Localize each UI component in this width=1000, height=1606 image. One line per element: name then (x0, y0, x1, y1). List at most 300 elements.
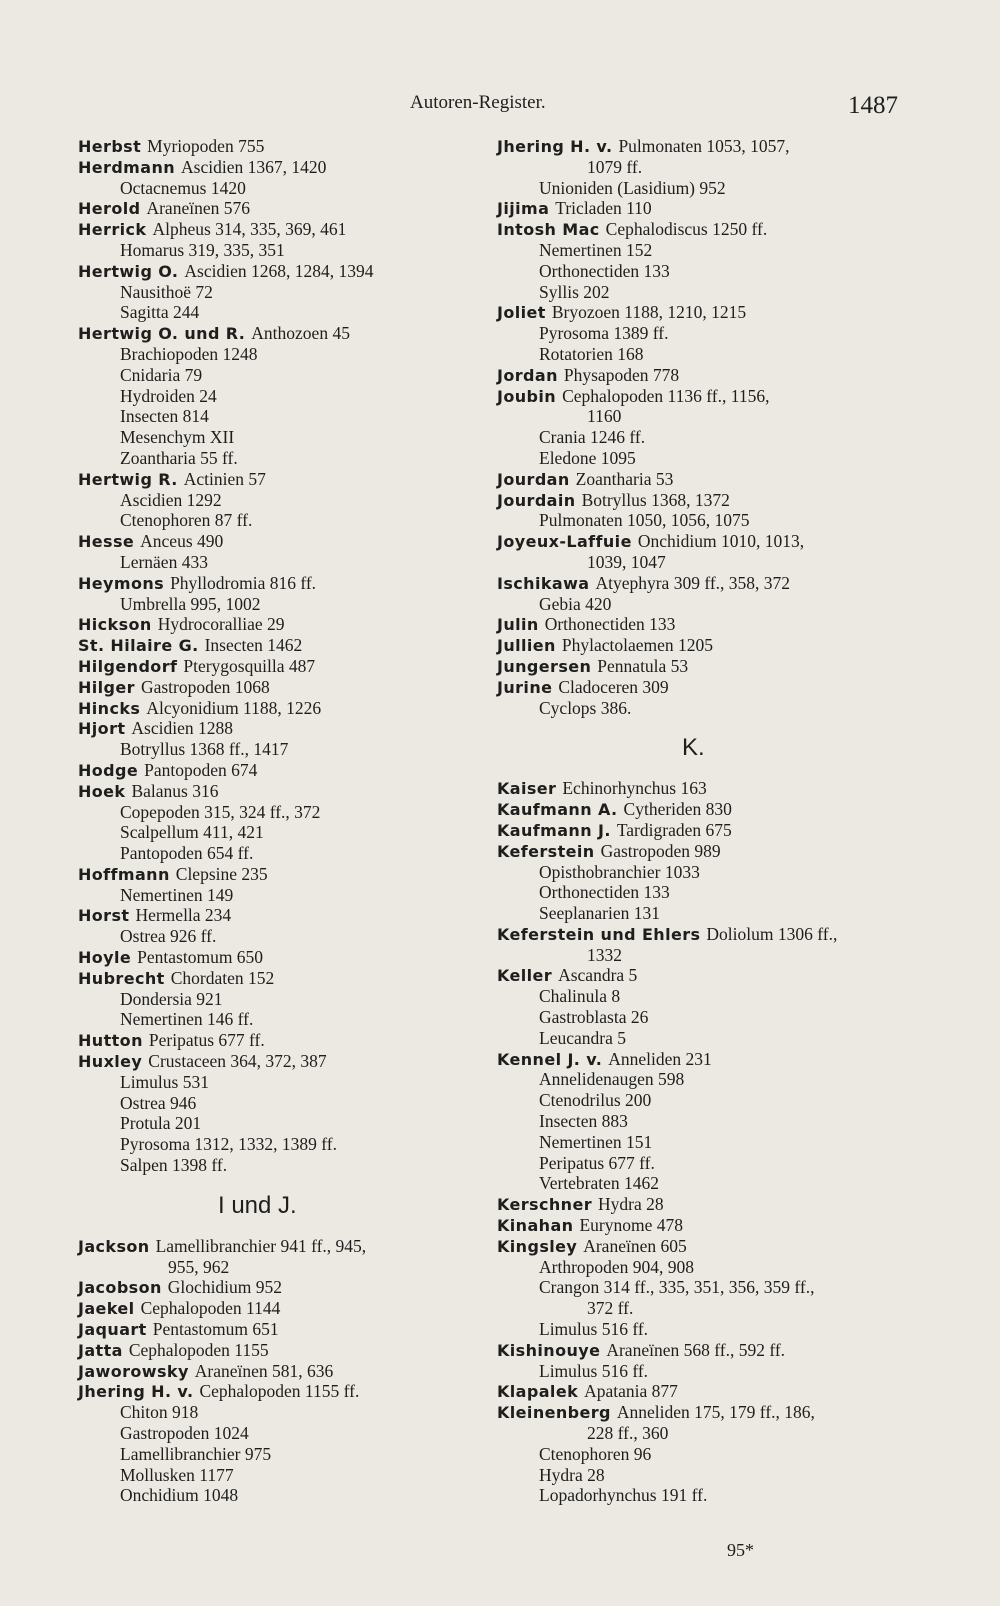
entry-first-line (497, 1194, 897, 1215)
entry-first-line (78, 1319, 478, 1340)
subject-reference: Lamellibranchier 975 (120, 1443, 272, 1464)
subject-reference: Opisthobranchier 1033 (539, 861, 700, 882)
index-entry (497, 799, 897, 820)
index-entry (78, 157, 478, 199)
entry-first-line (497, 799, 897, 820)
entry-first-line (497, 677, 897, 698)
entry-first-line (497, 1049, 897, 1070)
entry-first-line (78, 1340, 478, 1361)
author-name: Kaiser (497, 779, 557, 799)
subject-reference: Pantopoden 654 ff. (120, 843, 254, 864)
subject-reference: Annelidenaugen 598 (539, 1069, 685, 1090)
index-entry (78, 219, 478, 261)
author-name: Hincks (78, 698, 141, 718)
author-name: Hertwig R. (78, 469, 178, 489)
subject-reference: Hydrocoralliae 29 (157, 614, 285, 635)
subject-reference: Limulus 516 ff. (539, 1360, 649, 1381)
index-entry (78, 469, 478, 531)
subject-reference: Alcyonidium 1188, 1226 (146, 697, 322, 718)
subject-reference: Crustaceen 364, 372, 387 (148, 1051, 327, 1072)
author-name: Hoyle (78, 948, 132, 968)
entry-first-line (78, 198, 478, 219)
subject-reference: Pennatula 53 (597, 655, 689, 676)
index-entry (78, 1277, 478, 1298)
author-name: Jaquart (78, 1320, 147, 1340)
author-name: Hoek (78, 781, 126, 801)
author-name: Jaworowsky (78, 1361, 189, 1381)
subject-reference: Hydra 28 (598, 1194, 664, 1215)
subject-reference: Orthonectiden 133 (544, 614, 676, 635)
index-entry (497, 469, 897, 490)
author-name: Keferstein und Ehlers (497, 924, 701, 944)
entry-first-line (78, 1030, 478, 1051)
index-entry (78, 905, 478, 947)
author-name: Jungersen (497, 656, 592, 676)
index-entry (497, 1340, 897, 1382)
subject-reference: Cytheriden 830 (623, 799, 732, 820)
entry-first-line (497, 1381, 897, 1402)
entry-first-line (497, 635, 897, 656)
subject-reference: Botryllus 1368, 1372 (581, 489, 730, 510)
entry-first-line (497, 820, 897, 841)
subject-reference: Araneïnen 581, 636 (194, 1360, 334, 1381)
author-name: Keferstein (497, 841, 595, 861)
index-entry (497, 573, 897, 615)
entry-first-line (497, 386, 897, 407)
author-name: Hickson (78, 615, 152, 635)
entry-first-line (78, 968, 478, 989)
subject-reference: Crania 1246 ff. (539, 427, 646, 448)
entry-first-line (78, 718, 478, 739)
subject-reference: Insecten 883 (539, 1111, 628, 1132)
author-name: Herold (78, 199, 141, 219)
entry-first-line (497, 490, 897, 511)
author-name: Jacobson (78, 1278, 162, 1298)
subject-reference: Dondersia 921 (120, 988, 223, 1009)
subject-reference: Glochidium 952 (167, 1277, 283, 1298)
author-name: Hoffmann (78, 864, 170, 884)
left-column (78, 136, 478, 1506)
index-entry (497, 924, 897, 966)
subject-reference: Eurynome 478 (579, 1215, 683, 1236)
index-entry (497, 219, 897, 302)
index-entry (497, 386, 897, 469)
subject-reference: Arthropoden 904, 908 (539, 1256, 695, 1277)
subject-reference: Hermella 234 (135, 905, 232, 926)
subject-reference: Nemertinen 149 (120, 884, 234, 905)
subject-reference: Brachiopoden 1248 (120, 343, 258, 364)
subject-reference: Cnidaria 79 (120, 364, 203, 385)
subject-reference: Copepoden 315, 324 ff., 372 (120, 801, 321, 822)
index-entry (78, 656, 478, 677)
subject-reference: Cephalopoden 1155 ff. (199, 1381, 360, 1402)
subject-reference: Clepsine 235 (175, 863, 268, 884)
entries-j (78, 1236, 478, 1506)
subject-reference: Pentastomum 650 (137, 947, 264, 968)
author-name: Jordan (497, 365, 558, 385)
index-entry (497, 136, 897, 198)
index-entry (78, 136, 478, 157)
index-entry (497, 1194, 897, 1215)
entry-first-line (78, 1298, 478, 1319)
author-name: Hodge (78, 760, 139, 780)
entry-first-line (78, 469, 478, 490)
entry-first-line (78, 1381, 478, 1402)
section-heading-k: K. (682, 734, 705, 762)
index-entry (497, 490, 897, 532)
entry-first-line (497, 614, 897, 635)
entry-first-line (78, 1361, 478, 1382)
author-name: Hjort (78, 719, 126, 739)
author-name: Kishinouye (497, 1340, 601, 1360)
index-entry (497, 1402, 897, 1506)
author-name: Herbst (78, 137, 142, 156)
author-name: Kennel J. v. (497, 1049, 603, 1069)
index-entry (78, 760, 478, 781)
index-entry (78, 677, 478, 698)
subject-reference: Octacnemus 1420 (120, 177, 246, 198)
index-entry (497, 614, 897, 635)
author-name: Hutton (78, 1031, 143, 1051)
author-name: Hertwig O. und R. (78, 324, 246, 344)
page-reference-continuation: 1160 (587, 406, 622, 427)
subject-reference: Hydroiden 24 (120, 385, 217, 406)
subject-reference: Ctenophoren 96 (539, 1443, 652, 1464)
entry-first-line (497, 778, 897, 799)
entry-first-line (78, 219, 478, 240)
author-name: Herdmann (78, 157, 176, 177)
subject-reference: Peripatus 677 ff. (539, 1152, 655, 1173)
entry-first-line (497, 136, 897, 157)
index-entry (497, 635, 897, 656)
author-name: Jurine (497, 677, 553, 697)
subject-reference: Scalpellum 411, 421 (120, 822, 264, 843)
author-name: Heymons (78, 573, 165, 593)
subject-reference: Zoantharia 53 (575, 468, 674, 489)
subject-reference: Anneliden 231 (608, 1048, 712, 1069)
entry-first-line (497, 365, 897, 386)
entry-first-line (78, 656, 478, 677)
author-name: Keller (497, 966, 553, 986)
subject-reference: Lopadorhynchus 191 ff. (539, 1485, 708, 1506)
subject-reference: Crangon 314 ff., 335, 351, 356, 359 ff., (539, 1277, 815, 1298)
subject-reference: Araneïnen 605 (583, 1235, 687, 1256)
entry-first-line (78, 531, 478, 552)
index-entry (497, 302, 897, 364)
author-name: Ischikawa (497, 573, 590, 593)
subject-reference: Tardigraden 675 (616, 819, 732, 840)
subject-reference: Seeplanarien 131 (539, 903, 660, 924)
index-entry (497, 1049, 897, 1195)
index-entry (78, 1319, 478, 1340)
entry-first-line (78, 760, 478, 781)
index-entry (497, 778, 897, 799)
subject-reference: Homarus 319, 335, 351 (120, 239, 285, 260)
subject-reference: Orthonectiden 133 (539, 260, 670, 281)
subject-reference: Nemertinen 152 (539, 239, 653, 260)
author-name: Jullien (497, 636, 556, 656)
entry-first-line (497, 531, 897, 552)
page-reference-continuation: 1039, 1047 (587, 551, 666, 572)
subject-reference: Chordaten 152 (170, 967, 275, 988)
subject-reference: Limulus 531 (120, 1071, 209, 1092)
entry-first-line (78, 136, 478, 157)
index-entry (497, 531, 897, 573)
signature-mark: 95* (727, 1540, 754, 1560)
entry-first-line (78, 1277, 478, 1298)
page-reference-continuation: 372 ff. (587, 1298, 634, 1319)
subject-reference: Unioniden (Lasidium) 952 (539, 177, 726, 198)
subject-reference: Pyrosoma 1389 ff. (539, 323, 669, 344)
subject-reference: Ascidien 1288 (131, 718, 233, 739)
subject-reference: Onchidium 1010, 1013, (637, 531, 805, 552)
index-entry (497, 1236, 897, 1340)
subject-reference: Insecten 1462 (204, 635, 303, 656)
subject-reference: Ctenophoren 87 ff. (120, 510, 253, 531)
subject-reference: Mollusken 1177 (120, 1464, 234, 1485)
index-entry (78, 1298, 478, 1319)
entry-first-line (78, 573, 478, 594)
subject-reference: Balanus 316 (131, 780, 219, 801)
subject-reference: Mesenchym XII (120, 427, 235, 448)
subject-reference: Cephalopoden 1136 ff., 1156, (562, 385, 770, 406)
index-entry (78, 864, 478, 906)
subject-reference: Echinorhynchus 163 (562, 778, 707, 799)
subject-reference: Gastroblasta 26 (539, 1007, 649, 1028)
index-entry (78, 614, 478, 635)
subject-reference: Gastropoden 1024 (120, 1423, 249, 1444)
subject-reference: Physapoden 778 (563, 364, 680, 385)
index-entry (78, 968, 478, 1030)
index-entry (497, 820, 897, 841)
entry-first-line (497, 198, 897, 219)
subject-reference: Bryozoen 1188, 1210, 1215 (551, 302, 747, 323)
entry-first-line (497, 573, 897, 594)
entry-first-line (78, 698, 478, 719)
author-name: Kaufmann J. (497, 820, 611, 840)
author-name: Hertwig O. (78, 261, 179, 281)
index-entry (78, 1051, 478, 1176)
right-column (497, 136, 897, 1506)
index-entry (78, 698, 478, 719)
subject-reference: Ctenodrilus 200 (539, 1090, 652, 1111)
subject-reference: Vertebraten 1462 (539, 1173, 660, 1194)
author-name: Hilgendorf (78, 656, 178, 676)
author-name: Horst (78, 906, 130, 926)
subject-reference: Ascidien 1292 (120, 489, 222, 510)
subject-reference: Umbrella 995, 1002 (120, 593, 261, 614)
author-name: Kleinenberg (497, 1403, 611, 1423)
page-reference-continuation: 955, 962 (168, 1256, 230, 1277)
subject-reference: Onchidium 1048 (120, 1485, 239, 1506)
author-name: Jhering H. v. (497, 137, 613, 156)
subject-reference: Atyephyra 309 ff., 358, 372 (595, 572, 791, 593)
entry-first-line (497, 924, 897, 945)
entry-first-line (78, 905, 478, 926)
entry-first-line (78, 781, 478, 802)
index-entry (497, 1215, 897, 1236)
subject-reference: Cephalodiscus 1250 ff. (605, 219, 768, 240)
entry-first-line (78, 614, 478, 635)
subject-reference: Gastropoden 989 (600, 840, 721, 861)
subject-reference: Pulmonaten 1053, 1057, (618, 136, 790, 156)
subject-reference: Ascidien 1367, 1420 (181, 156, 327, 177)
index-entry (78, 718, 478, 760)
subject-reference: Nemertinen 146 ff. (120, 1009, 254, 1030)
subject-reference: Anneliden 175, 179 ff., 186, (616, 1402, 815, 1423)
author-name: Jhering H. v. (78, 1382, 194, 1402)
section-heading-i-j: I und J. (218, 1191, 297, 1219)
subject-reference: Cephalopoden 1155 (128, 1339, 269, 1360)
entry-first-line (78, 1236, 478, 1257)
page-number: 1487 (848, 92, 898, 119)
subject-reference: Pulmonaten 1050, 1056, 1075 (539, 510, 750, 531)
entries-k (497, 778, 897, 1506)
subject-reference: Sagitta 244 (120, 302, 200, 323)
index-entry (78, 1236, 478, 1278)
entry-first-line (497, 469, 897, 490)
index-entry (78, 781, 478, 864)
page-reference-continuation: 228 ff., 360 (587, 1423, 669, 1444)
entry-first-line (497, 965, 897, 986)
subject-reference: Araneïnen 576 (146, 198, 250, 219)
entry-first-line (78, 677, 478, 698)
author-name: Jijima (497, 199, 550, 219)
entries-j-continued (497, 136, 897, 718)
subject-reference: Nausithoë 72 (120, 281, 213, 302)
subject-reference: Leucandra 5 (539, 1027, 626, 1048)
subject-reference: Chalinula 8 (539, 986, 621, 1007)
subject-reference: Orthonectiden 133 (539, 882, 670, 903)
subject-reference: Insecten 814 (120, 406, 209, 427)
subject-reference: Nemertinen 151 (539, 1131, 653, 1152)
running-head: Autoren-Register. (410, 92, 546, 113)
subject-reference: Pyrosoma 1312, 1332, 1389 ff. (120, 1134, 337, 1155)
subject-reference: Phylactolaemen 1205 (561, 635, 713, 656)
subject-reference: Myriopoden 755 (147, 136, 265, 156)
index-entry (497, 841, 897, 924)
index-entry (497, 656, 897, 677)
entry-first-line (78, 157, 478, 178)
subject-reference: Salpen 1398 ff. (120, 1155, 228, 1176)
index-entry (78, 635, 478, 656)
subject-reference: Chiton 918 (120, 1402, 199, 1423)
author-name: Jackson (78, 1236, 150, 1256)
index-entry (78, 198, 478, 219)
entry-first-line (78, 1051, 478, 1072)
author-name: Joyeux-Laffuie (497, 532, 632, 552)
author-name: Julin (497, 615, 539, 635)
author-name: Kinahan (497, 1216, 574, 1236)
index-entry (78, 1340, 478, 1361)
page-reference-continuation: 1079 ff. (587, 156, 643, 177)
author-name: Intosh Mac (497, 220, 600, 240)
entry-first-line (78, 261, 478, 282)
index-entry (497, 198, 897, 219)
subject-reference: Cephalopoden 1144 (140, 1298, 281, 1319)
subject-reference: Anthozoen 45 (251, 323, 350, 344)
entry-first-line (497, 1215, 897, 1236)
subject-reference: Pterygosquilla 487 (183, 655, 316, 676)
entry-first-line (78, 864, 478, 885)
subject-reference: Protula 201 (120, 1113, 202, 1134)
subject-reference: Phyllodromia 816 ff. (170, 572, 317, 593)
subject-reference: Pentastomum 651 (152, 1319, 279, 1340)
author-name: Joliet (497, 303, 546, 323)
subject-reference: Actinien 57 (183, 468, 266, 489)
entry-first-line (78, 323, 478, 344)
index-entry (497, 365, 897, 386)
subject-reference: Anceus 490 (140, 531, 224, 552)
index-entry (497, 965, 897, 1048)
author-name: Klapalek (497, 1382, 579, 1402)
subject-reference: Gebia 420 (539, 593, 612, 614)
entry-first-line (497, 1340, 897, 1361)
author-name: Jourdan (497, 469, 570, 489)
author-name: Jaekel (78, 1299, 135, 1319)
index-entry (497, 1381, 897, 1402)
subject-reference: Pantopoden 674 (144, 759, 258, 780)
subject-reference: Doliolum 1306 ff., (706, 923, 838, 944)
author-name: Hesse (78, 532, 135, 552)
entry-first-line (497, 1236, 897, 1257)
author-name: Jourdain (497, 490, 576, 510)
entries-h (78, 136, 478, 1176)
subject-reference: Ascidien 1268, 1284, 1394 (184, 260, 374, 281)
subject-reference: Hydra 28 (539, 1464, 605, 1485)
author-name: Jatta (78, 1340, 123, 1360)
entry-first-line (497, 656, 897, 677)
index-entry (78, 1381, 478, 1506)
index-entry (78, 323, 478, 469)
subject-reference: Apatania 877 (584, 1381, 678, 1402)
subject-reference: Lernäen 433 (120, 551, 208, 572)
author-name: Kingsley (497, 1236, 578, 1256)
subject-reference: Cyclops 386. (539, 697, 632, 718)
author-name: Kerschner (497, 1195, 592, 1215)
index-entry (78, 1361, 478, 1382)
author-name: Huxley (78, 1052, 143, 1072)
index-entry (78, 531, 478, 573)
subject-reference: Limulus 516 ff. (539, 1319, 649, 1340)
subject-reference: Botryllus 1368 ff., 1417 (120, 739, 289, 760)
subject-reference: Alpheus 314, 335, 369, 461 (152, 219, 347, 240)
index-entry (78, 573, 478, 615)
subject-reference: Lamellibranchier 941 ff., 945, (155, 1235, 367, 1256)
subject-reference: Ostrea 926 ff. (120, 926, 217, 947)
author-name: Joubin (497, 386, 557, 406)
subject-reference: Cladoceren 309 (558, 676, 669, 697)
index-entry (78, 261, 478, 323)
author-name: Hilger (78, 677, 135, 697)
subject-reference: Syllis 202 (539, 281, 610, 302)
page-reference-continuation: 1332 (587, 944, 622, 965)
author-name: Hubrecht (78, 968, 165, 988)
entry-first-line (78, 635, 478, 656)
index-entry (78, 1030, 478, 1051)
subject-reference: Gastropoden 1068 (140, 676, 270, 697)
subject-reference: Ostrea 946 (120, 1092, 197, 1113)
entry-first-line (497, 1402, 897, 1423)
subject-reference: Rotatorien 168 (539, 343, 644, 364)
entry-first-line (497, 219, 897, 240)
subject-reference: Zoantharia 55 ff. (120, 447, 238, 468)
author-name: St. Hilaire G. (78, 636, 199, 656)
author-name: Kaufmann A. (497, 800, 618, 820)
subject-reference: Peripatus 677 ff. (148, 1030, 265, 1051)
subject-reference: Eledone 1095 (539, 447, 636, 468)
entry-first-line (497, 302, 897, 323)
